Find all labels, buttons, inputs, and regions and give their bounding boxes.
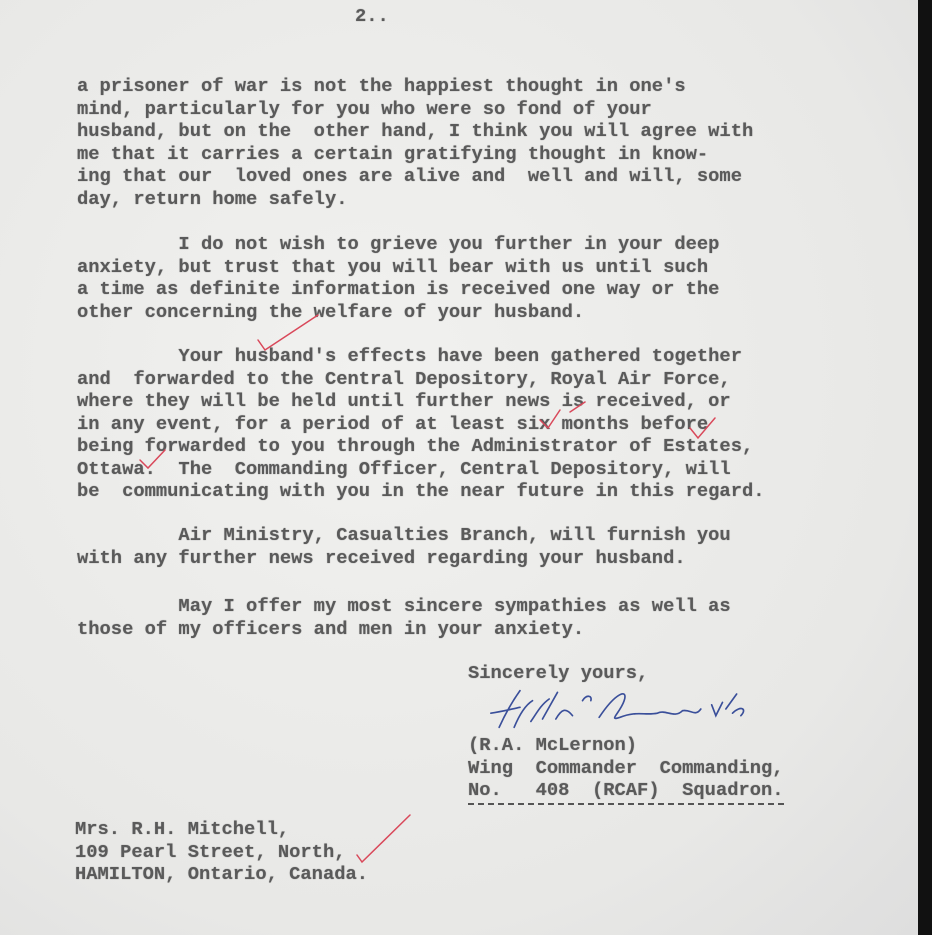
text-line: I do not wish to grieve you further in your deep bbox=[77, 233, 720, 255]
signatory-title: Wing Commander Commanding, bbox=[468, 756, 784, 779]
text-line: with any further news received regarding your husband. bbox=[77, 546, 686, 569]
text-line: a prisoner of war is not the happiest thought in one's bbox=[77, 75, 686, 97]
page-number: 2.. bbox=[355, 5, 389, 27]
paragraph-2 bbox=[77, 233, 719, 323]
recipient-street: 109 Pearl Street, North, bbox=[75, 840, 346, 863]
paragraph-5 bbox=[77, 595, 731, 640]
text-line: a time as definite information is received one way or the bbox=[77, 278, 720, 300]
signatory-name: (R.A. McLernon) bbox=[468, 734, 638, 756]
paragraph-1 bbox=[77, 75, 753, 210]
text-line: in any event, for a period of at least six months before bbox=[77, 412, 709, 435]
text-line: other concerning the welfare of your husband. bbox=[77, 300, 585, 323]
text-line: Your husband's effects have been gathered together bbox=[77, 345, 742, 367]
text-line: husband, but on the other hand, I think you will agree with bbox=[77, 120, 754, 142]
paragraph-4 bbox=[77, 524, 731, 569]
recipient-name: Mrs. R.H. Mitchell, bbox=[75, 818, 290, 840]
signatory-block bbox=[468, 734, 784, 805]
text-line: day, return home safely. bbox=[77, 187, 348, 210]
paragraph-3 bbox=[77, 345, 765, 503]
text-line: May I offer my most sincere sympathies as well as bbox=[77, 595, 731, 617]
recipient-city: HAMILTON, Ontario, Canada. bbox=[75, 863, 369, 885]
text-line: mind, particularly for you who were so fond of your bbox=[77, 97, 652, 120]
text-line: be communicating with you in the near future in this regard. bbox=[77, 480, 765, 502]
text-line: ing that our loved ones are alive and well and will, some bbox=[77, 165, 742, 187]
text-line: being forwarded to you through the Administrator of Estates, bbox=[77, 435, 754, 457]
handwritten-signature bbox=[455, 684, 785, 734]
text-line: those of my officers and men in your anxiety. bbox=[77, 617, 585, 640]
text-line: where they will be held until further news is received, or bbox=[77, 390, 731, 412]
signatory-unit: No. 408 (RCAF) Squadron. bbox=[468, 779, 784, 805]
closing-salutation: Sincerely yours, bbox=[468, 662, 649, 684]
scan-edge bbox=[918, 0, 932, 935]
text-line: Ottawa. The Commanding Officer, Central Depository, will bbox=[77, 457, 731, 480]
text-line: anxiety, but trust that you will bear with us until such bbox=[77, 255, 709, 278]
recipient-address bbox=[75, 818, 368, 886]
text-line: me that it carries a certain gratifying thought in know- bbox=[77, 142, 709, 165]
text-line: Air Ministry, Casualties Branch, will furnish you bbox=[77, 524, 731, 546]
text-line: and forwarded to the Central Depository, Royal Air Force, bbox=[77, 367, 731, 390]
